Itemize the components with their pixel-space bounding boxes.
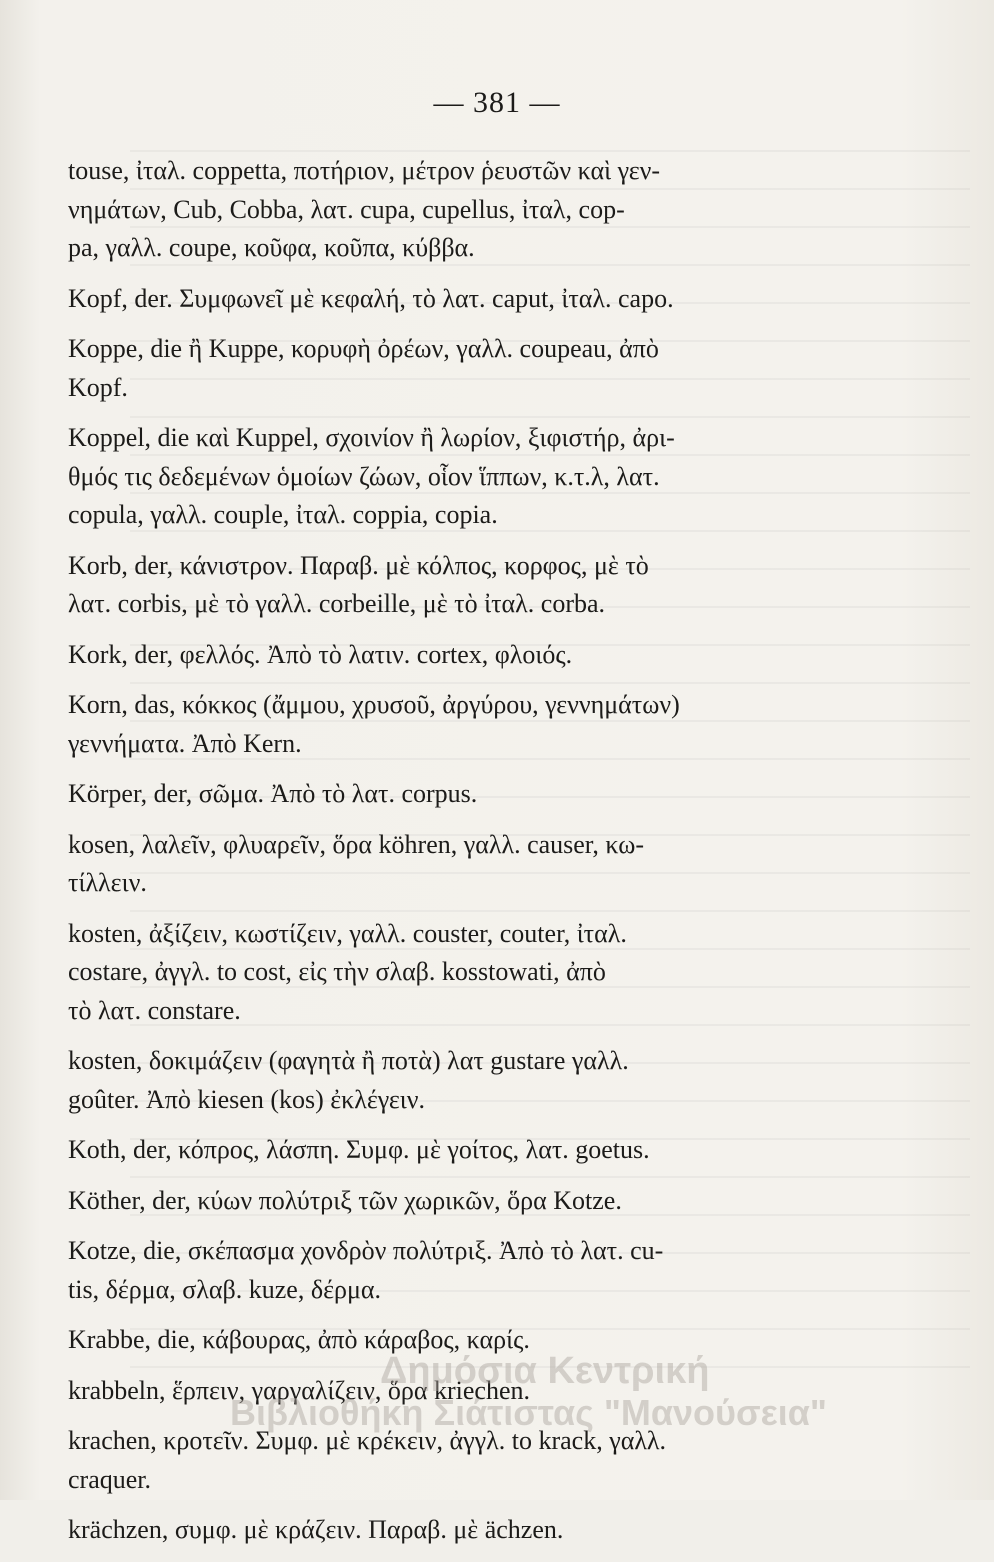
entry-line: goûter. Ἀπὸ kiesen (kos) ἐκλέγειν. bbox=[68, 1084, 426, 1114]
entry-line: costare, ἀγγλ. to cost, εἰς τὴν σλαβ. kosstowati, ἀπὸ bbox=[68, 957, 606, 986]
entry-line: tis, δέρμα, σλαβ. kuze, δέρμα. bbox=[68, 1274, 382, 1304]
entry-line: pa, γαλλ. coupe, κοῦφα, κοῦπα, κύββα. bbox=[68, 233, 475, 262]
entry-line: craquer. bbox=[68, 1464, 152, 1494]
dictionary-entry bbox=[68, 330, 808, 407]
entry-line: krachen, κροτεῖν. Συμφ. μὲ κρέκειν, ἀγγλ. to krack, γαλλ. bbox=[68, 1426, 667, 1455]
dictionary-entry bbox=[68, 1511, 808, 1550]
entry-line: kosten, δοκιμάζειν (φαγητὰ ἢ ποτὰ) λατ gustare γαλλ. bbox=[68, 1046, 629, 1075]
entry-line: Korb, der, κάνιστρον. Παραβ. μὲ κόλπος, κορφος, μὲ τὸ bbox=[68, 550, 649, 580]
entry-line: τίλλειν. bbox=[68, 868, 147, 897]
entry-line: Koth, der, κόπρος, λάσπη. Συμφ. μὲ γοίτος, λατ. goetus. bbox=[68, 1135, 650, 1164]
entry-line: Kork, der, φελλός. Ἀπὸ τὸ λατιν. cortex, φλοιός. bbox=[68, 639, 573, 669]
dictionary-entry bbox=[68, 152, 808, 268]
entry-line: Koppe, die ἢ Kuppe, κορυφὴ ὀρέων, γαλλ. coupeau, ἀπὸ bbox=[68, 334, 659, 363]
entry-line: touse, ἰταλ. coppetta, ποτήριον, μέτρον ῥευστῶν καὶ γεν- bbox=[68, 156, 661, 185]
dictionary-entry bbox=[68, 915, 808, 1031]
dictionary-entry bbox=[68, 547, 808, 624]
entry-line: kosten, ἀξίζειν, κωστίζειν, γαλλ. couster, couter, ἰταλ. bbox=[68, 918, 627, 948]
entry-line: λατ. corbis, μὲ τὸ γαλλ. corbeille, μὲ τὸ ἰταλ. corba. bbox=[68, 589, 606, 618]
entry-line: νημάτων, Cub, Cobba, λατ. cupa, cupellus, ἰταλ, cop- bbox=[68, 194, 625, 224]
dictionary-entry bbox=[68, 636, 808, 675]
dictionary-entry bbox=[68, 419, 808, 535]
entry-line: krabbeln, ἕρπειν, γαργαλίζειν, ὅρα kriechen. bbox=[68, 1375, 530, 1405]
entry-line: Köther, der, κύων πολύτριξ τῶν χωρικῶν, ὅρα Kotze. bbox=[68, 1185, 622, 1215]
library-watermark-line-2: Βιβλιοθήκη Σιάτιστας "Μανούσεια" bbox=[230, 1392, 827, 1433]
entry-line: Kopf. bbox=[68, 372, 128, 402]
entry-line: Körper, der, σῶμα. Ἀπὸ τὸ λατ. corpus. bbox=[68, 779, 478, 808]
dictionary-entry bbox=[68, 826, 808, 903]
dictionary-entry bbox=[68, 686, 808, 763]
entry-line: Kopf, der. Συμφωνεῖ μὲ κεφαλή, τὸ λατ. caput, ἰταλ. capo. bbox=[68, 283, 674, 313]
dictionary-entry bbox=[68, 280, 808, 319]
dictionary-entry bbox=[68, 775, 808, 814]
library-watermark-line-1: Δημόσια Κεντρική bbox=[380, 1350, 710, 1392]
dictionary-entry bbox=[68, 1042, 808, 1119]
dictionary-entry bbox=[68, 1131, 808, 1170]
entry-line: Krabbe, die, κάβουρας, ἀπὸ κάραβος, καρίς. bbox=[68, 1325, 530, 1354]
entry-line: copula, γαλλ. couple, ἰταλ. coppia, copia. bbox=[68, 500, 498, 529]
entry-line: θμός τις δεδεμένων ὁμοίων ζώων, οἷον ἵππων, κ.τ.λ, λατ. bbox=[68, 461, 660, 491]
entry-line: krächzen, συμφ. μὲ κράζειν. Παραβ. μὲ ächzen. bbox=[68, 1515, 564, 1544]
dictionary-entry bbox=[68, 1232, 808, 1309]
entry-line: τὸ λατ. constare. bbox=[68, 995, 241, 1025]
entry-line: kosen, λαλεῖν, φλυαρεῖν, ὅρα köhren, γαλλ. causer, κω- bbox=[68, 829, 645, 859]
entry-line: Korn, das, κόκκος (ἄμμου, χρυσοῦ, ἀργύρου, γεννημάτων) bbox=[68, 690, 680, 719]
dictionary-entry bbox=[68, 1182, 808, 1221]
entry-line: Koppel, die καὶ Kuppel, σχοινίον ἢ λωρίον, ξιφιστήρ, ἀρι- bbox=[68, 423, 675, 452]
entry-line: γεννήματα. Ἀπὸ Kern. bbox=[68, 728, 302, 758]
page-number: — 381 — bbox=[433, 86, 561, 119]
entry-line: Kotze, die, σκέπασμα χονδρὸν πολύτριξ. Ἀπὸ τὸ λατ. cu- bbox=[68, 1236, 664, 1265]
